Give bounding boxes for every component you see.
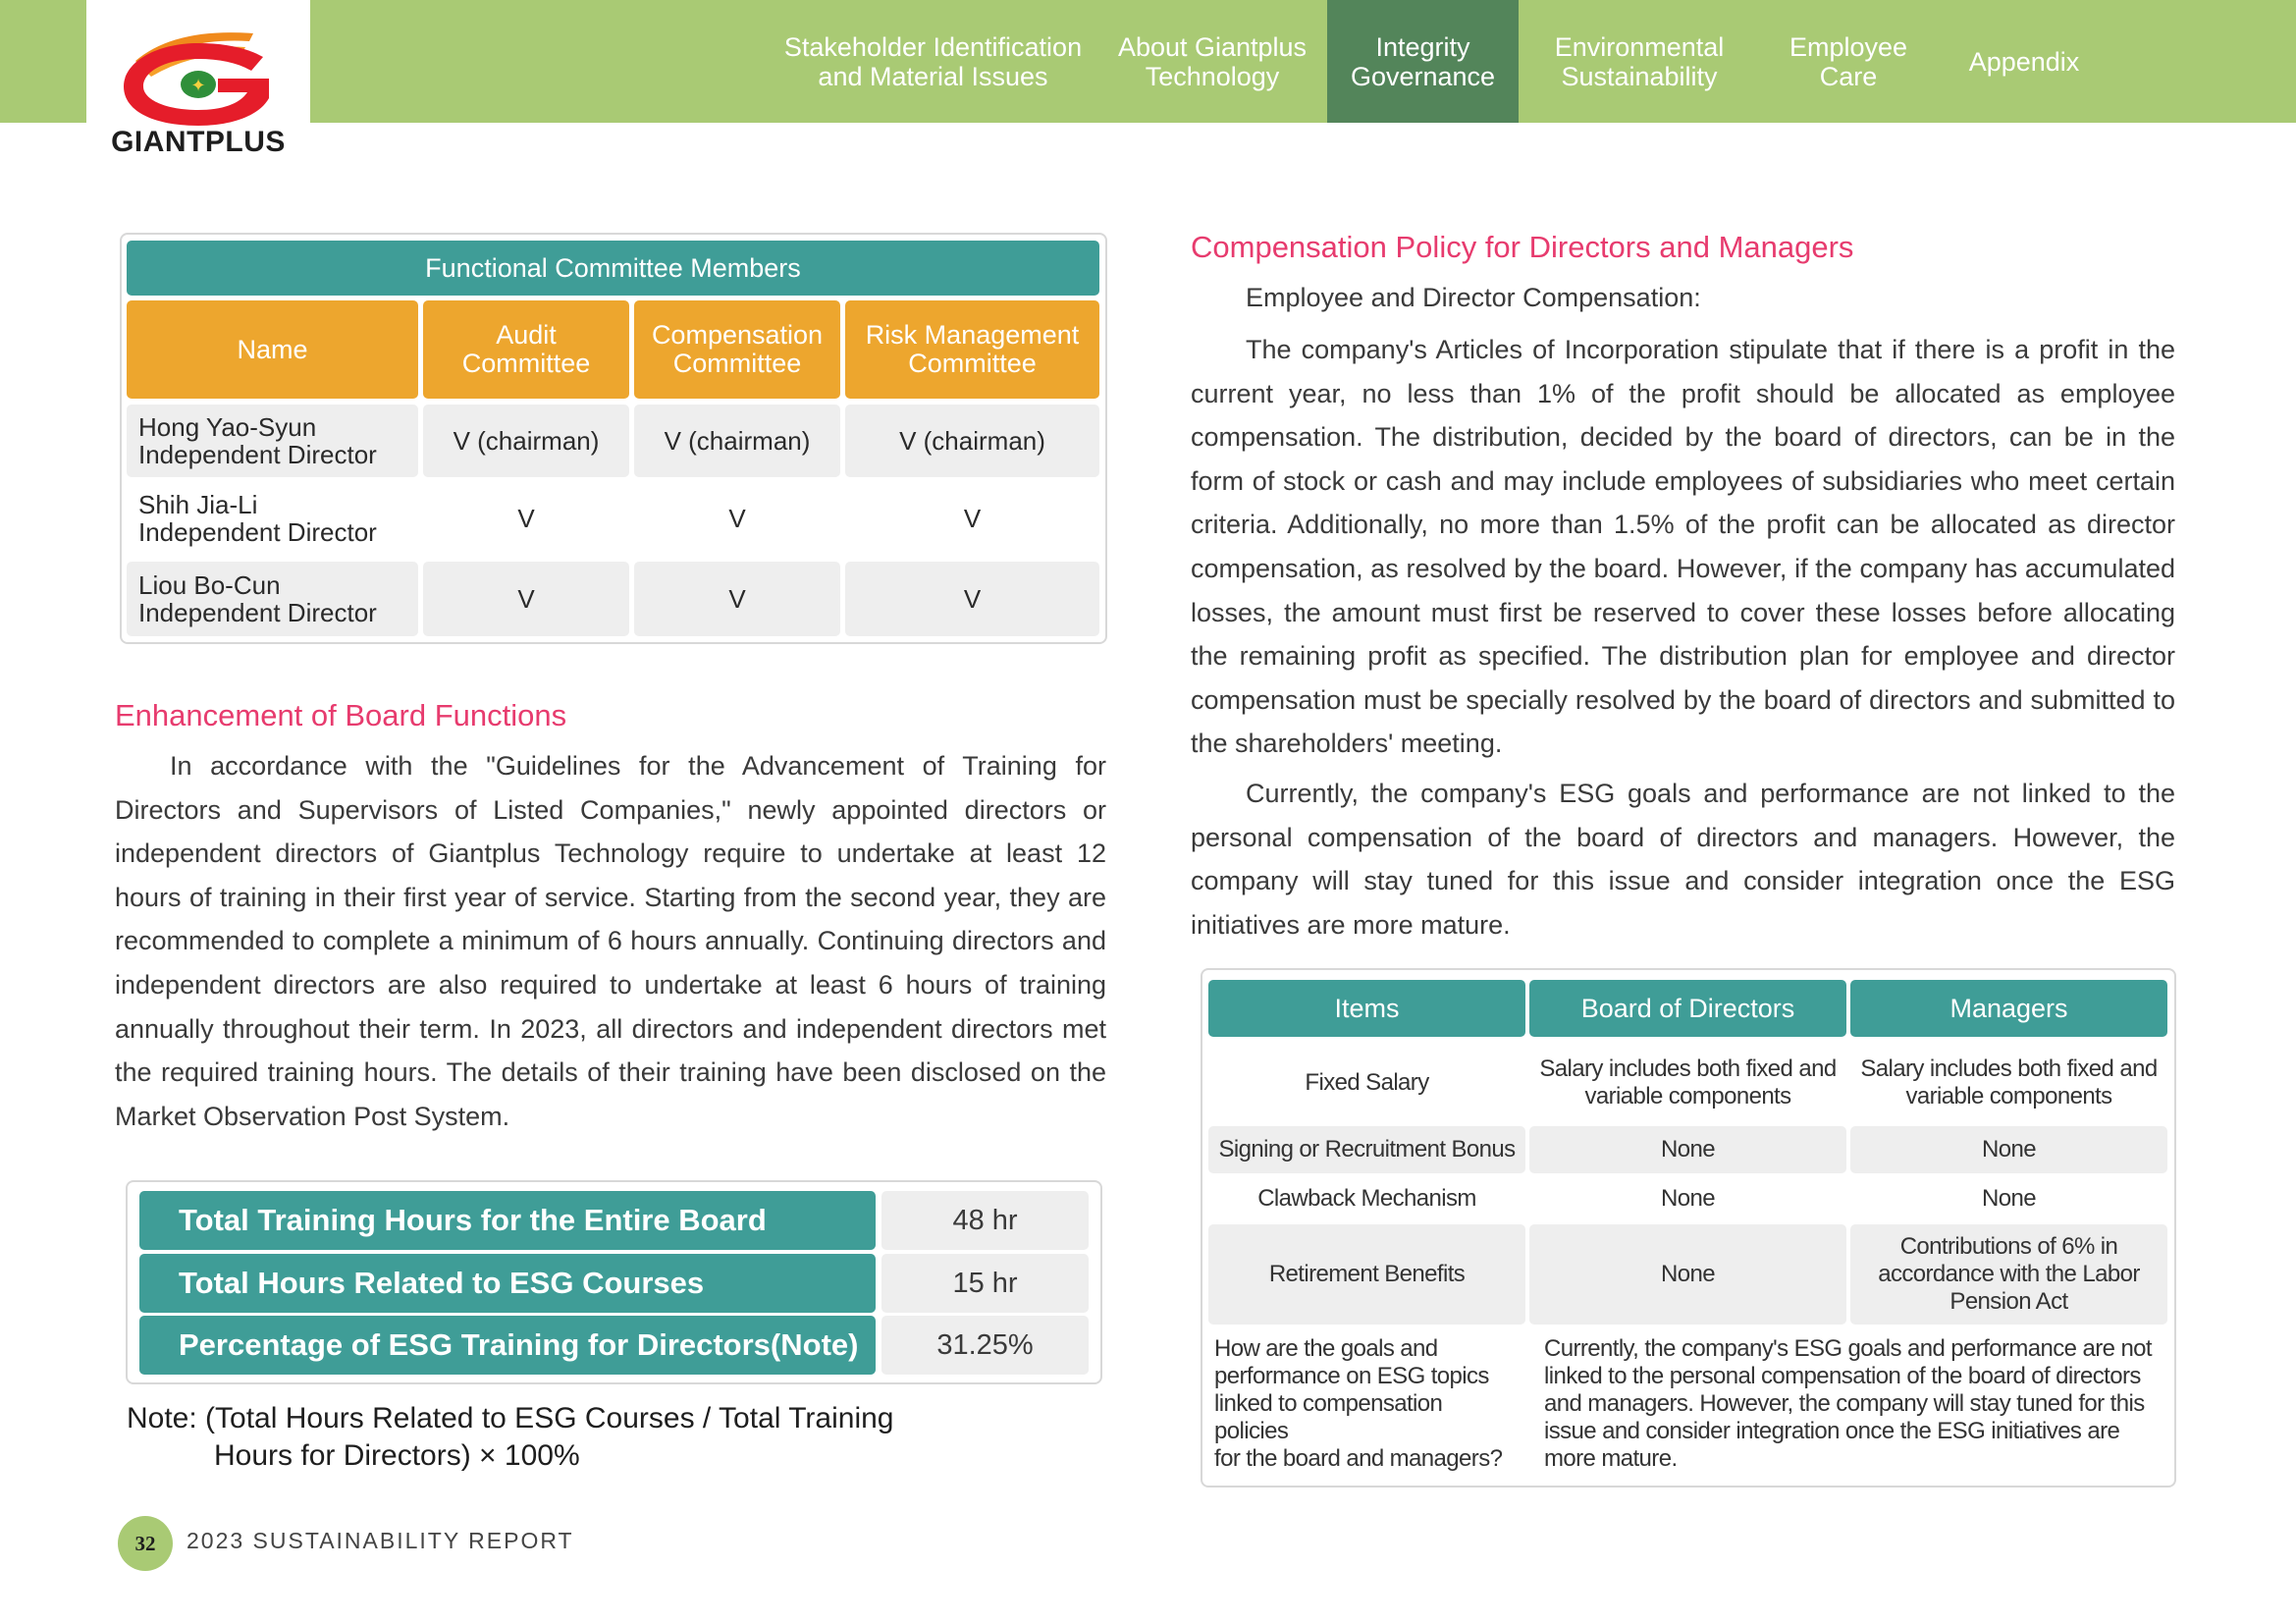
training-label-esg: Total Hours Related to ESG Courses: [139, 1254, 876, 1313]
member-name: Liou Bo-Cun Independent Director: [127, 562, 418, 636]
compensation-paragraph-1: The company's Articles of Incorporation stipulate that if there is a profit in the current year, no less than 1% of the profit should be allocated as employee compensation. The distribution, decided by the board of directors, can be in the form of stock or cash and may include employees of subsidiaries who meet certain criteria. Additionally, no more than 1.5% of the profit can be allocated as director compensation, as resolved by the board. However, if the company has accumulated losses, the amount must first be reserved to cover these losses before allocating the remaining profit as specified. The distribution plan for employee and director compensation must be specially resolved by the board of directors and submitted to the shareholders' meeting.: [1191, 335, 2175, 759]
comp-board: None: [1661, 1185, 1715, 1212]
member-compensation: V: [728, 503, 746, 533]
compensation-policy-title: Compensation Policy for Directors and Managers: [1191, 230, 1854, 264]
col-header-audit: Audit Committee: [423, 300, 629, 399]
col-header-risk: Risk Management Committee: [845, 300, 1099, 399]
comp-item: Retirement Benefits: [1208, 1224, 1525, 1325]
top-nav: [769, 0, 2111, 123]
page-number: 32: [118, 1516, 173, 1571]
member-risk: V: [845, 562, 1099, 636]
comp-managers: None: [1982, 1185, 2036, 1212]
giantplus-logo-icon: [116, 22, 281, 128]
report-title: 2023 SUSTAINABILITY REPORT: [187, 1528, 574, 1553]
training-value-percentage: 31.25%: [881, 1316, 1089, 1375]
logo[interactable]: [86, 0, 310, 165]
committee-table-title: Functional Committee Members: [127, 241, 1099, 296]
member-compensation: V (chairman): [634, 405, 840, 477]
comp-managers: Salary includes both fixed and variable components: [1860, 1055, 2158, 1109]
member-compensation: V: [634, 562, 840, 636]
nav-environmental[interactable]: Environmental Sustainability: [1554, 31, 1725, 91]
nav-appendix[interactable]: Appendix: [1968, 46, 2080, 77]
member-risk: V: [963, 503, 982, 533]
training-label-percentage: Percentage of ESG Training for Directors(Note): [139, 1316, 876, 1375]
comp-board: None: [1529, 1224, 1846, 1325]
member-risk: V (chairman): [845, 405, 1099, 477]
compensation-paragraph-2: Currently, the company's ESG goals and performance are not linked to the personal compensation of the board of directors and managers. However, the company will stay tuned for this issue and consider integration once the ESG initiatives are more mature.: [1191, 779, 2175, 940]
member-name: Hong Yao-Syun Independent Director: [127, 405, 418, 477]
training-value-esg: 15 hr: [881, 1254, 1089, 1313]
comp-item: Fixed Salary: [1305, 1069, 1429, 1096]
board-functions-paragraph: In accordance with the "Guidelines for the Advancement of Training for Directors and Supervisors of Listed Companies," newly appointed directors or independent directors of Giantplus Technology require to undertake at least 12 hours of training in their first year of service. Starting from the second year, they are recommended to complete a minimum of 6 hours annually. Continuing directors and independent directors are also required to undertake at least 6 hours of training annually throughout their term. In 2023, all directors and independent directors met the required training hours. The details of their training have been disclosed on the Market Observation Post System.: [115, 751, 1106, 1131]
training-note-line1: Note: (Total Hours Related to ESG Courses / Total Training: [127, 1402, 894, 1434]
training-label-total: Total Training Hours for the Entire Board: [139, 1191, 876, 1250]
brand-name: GIANTPLUS: [111, 126, 286, 158]
training-note-line2: Hours for Directors) × 100%: [214, 1439, 580, 1472]
nav-about[interactable]: About Giantplus Technology: [1117, 31, 1308, 91]
compensation-intro: Employee and Director Compensation:: [1246, 283, 1701, 312]
comp-esg-answer: Currently, the company's ESG goals and performance are not linked to the personal compensation of the board of directors and managers. However, the company will stay tuned for this issue and consider integration once the ESG initiatives are more mature.: [1544, 1335, 2153, 1472]
comp-board: None: [1529, 1126, 1846, 1173]
nav-stakeholder[interactable]: Stakeholder Identification and Material Issues: [783, 31, 1083, 91]
comp-managers: None: [1850, 1126, 2167, 1173]
col-header-board: Board of Directors: [1529, 980, 1846, 1037]
col-header-managers: Managers: [1850, 980, 2167, 1037]
training-value-total: 48 hr: [881, 1191, 1089, 1250]
col-header-compensation: Compensation Committee: [634, 300, 840, 399]
comp-board: Salary includes both fixed and variable components: [1539, 1055, 1837, 1109]
comp-managers: Contributions of 6% in accordance with the Labor Pension Act: [1850, 1224, 2167, 1325]
member-audit: V: [423, 562, 629, 636]
comp-item: Signing or Recruitment Bonus: [1208, 1126, 1525, 1173]
svg-text:✦: ✦: [190, 76, 206, 96]
member-name: Shih Jia-Li Independent Director: [138, 490, 377, 547]
comp-esg-question: How are the goals and performance on ESG topics linked to compensation policies for the board and managers?: [1214, 1335, 1503, 1472]
nav-employee-care[interactable]: Employee Care: [1789, 31, 1908, 91]
col-header-items: Items: [1208, 980, 1525, 1037]
board-functions-title: Enhancement of Board Functions: [115, 698, 567, 732]
comp-item: Clawback Mechanism: [1257, 1185, 1476, 1212]
member-audit: V: [517, 503, 535, 533]
col-header-name: Name: [127, 300, 418, 399]
nav-integrity-governance[interactable]: Integrity Governance: [1327, 0, 1519, 123]
member-audit: V (chairman): [423, 405, 629, 477]
